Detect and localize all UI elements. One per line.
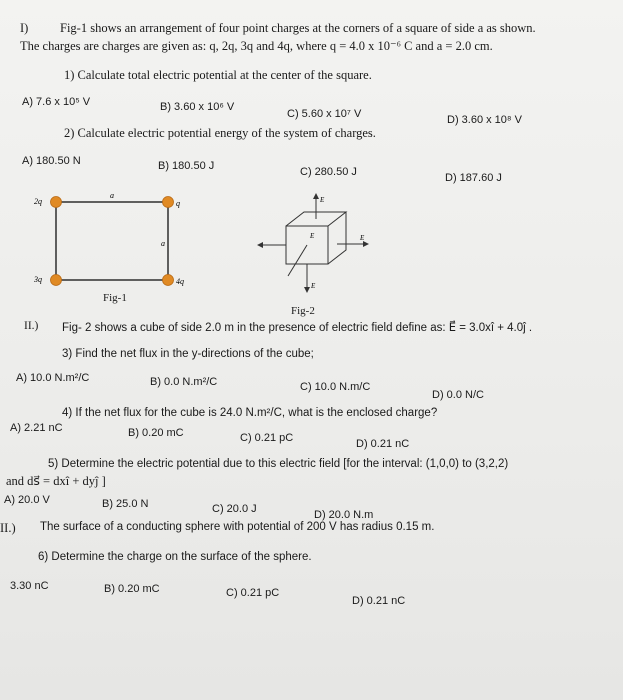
arrow-head-top <box>313 193 319 199</box>
arrow-head-bottom <box>304 287 310 293</box>
charge-tr <box>163 197 174 208</box>
question-5: 5) Determine the electric potential due to this electric field [for the interval: (1,0,0) to (3,2,2) <box>48 458 509 470</box>
square <box>56 202 168 280</box>
q4-option-a: A) 2.21 nC <box>10 422 63 434</box>
q3-option-a: A) 10.0 N.m²/C <box>16 372 90 384</box>
q6-option-c: C) 0.21 pC <box>226 587 280 599</box>
question-3: 3) Find the net flux in the y-directions of the cube; <box>62 348 314 360</box>
q4-option-b: B) 0.20 mC <box>128 427 184 439</box>
e-field-front <box>288 245 307 276</box>
q4-option-d: D) 0.21 nC <box>356 438 410 450</box>
figure-1 <box>20 184 210 304</box>
q2-option-c: C) 280.50 J <box>300 166 357 178</box>
q4-option-c: C) 0.21 pC <box>240 432 294 444</box>
label-side-right: a <box>161 239 165 248</box>
section-2-intro: Fig- 2 shows a cube of side 2.0 m in the presence of electric field define as: E⃗ = 3.0xî + 4.0ĵ . <box>62 322 533 334</box>
e-label-top: E <box>320 196 325 204</box>
e-label-right: E <box>360 234 365 242</box>
question-4: 4) If the net flux for the cube is 24.0 N.m²/C, what is the enclosed charge? <box>62 407 438 419</box>
q3-option-d: D) 0.0 N/C <box>432 389 484 401</box>
q6-option-d: D) 0.21 nC <box>352 595 406 607</box>
e-label-bottom: E <box>311 282 316 290</box>
q2-option-d: D) 187.60 J <box>445 172 502 184</box>
figure-2-caption: Fig-2 <box>291 305 315 317</box>
question-5-continued: and ds⃗ = dxî + dyĵ ] <box>6 474 106 488</box>
label-q: q <box>176 199 180 208</box>
q2-option-b: B) 180.50 J <box>158 160 215 172</box>
q3-option-b: B) 0.0 N.m²/C <box>150 376 218 388</box>
label-2q: 2q <box>34 197 42 206</box>
q6-option-a: 3.30 nC <box>10 580 49 592</box>
q1-option-a: A) 7.6 x 10⁵ V <box>22 96 91 108</box>
section-1-label: I) <box>20 21 29 35</box>
q1-option-d: D) 3.60 x 10⁸ V <box>447 114 522 126</box>
section-1-intro-line2: The charges are charges are given as: q, 2q, 3q and 4q, where q = 4.0 x 10⁻⁶ C and a = 2.0 cm. <box>20 39 493 53</box>
section-2-label: II.) <box>24 320 39 332</box>
e-label-face: E <box>310 232 315 240</box>
question-6: 6) Determine the charge on the surface of the sphere. <box>38 551 312 563</box>
figure-1-caption: Fig-1 <box>103 292 127 304</box>
q1-option-b: B) 3.60 x 10⁶ V <box>160 101 235 113</box>
label-side-top: a <box>110 191 114 200</box>
section-1-intro-line1: Fig-1 shows an arrangement of four point charges at the corners of a square of side a as shown. <box>60 21 536 35</box>
q5-option-b: B) 25.0 N <box>102 498 149 510</box>
q5-option-d: D) 20.0 N.m <box>314 509 374 521</box>
q3-option-c: C) 10.0 N.m/C <box>300 381 371 393</box>
q2-option-a: A) 180.50 N <box>22 155 81 167</box>
question-1: 1) Calculate total electric potential at the center of the square. <box>64 68 372 82</box>
charge-tl <box>51 197 62 208</box>
charge-br <box>163 275 174 286</box>
arrow-head-left <box>257 242 263 248</box>
label-3q: 3q <box>34 275 42 284</box>
q6-option-b: B) 0.20 mC <box>104 583 160 595</box>
q1-option-c: C) 5.60 x 10⁷ V <box>287 108 362 120</box>
section-3-intro: The surface of a conducting sphere with potential of 200 V has radius 0.15 m. <box>40 521 435 533</box>
cube-side-face <box>328 212 346 264</box>
figure-2 <box>248 190 378 300</box>
q5-option-c: C) 20.0 J <box>212 503 257 515</box>
section-3-label: II.) <box>0 521 16 535</box>
q5-option-a: A) 20.0 V <box>4 494 50 506</box>
charge-bl <box>51 275 62 286</box>
label-4q: 4q <box>176 277 184 286</box>
question-2: 2) Calculate electric potential energy of the system of charges. <box>64 126 376 140</box>
